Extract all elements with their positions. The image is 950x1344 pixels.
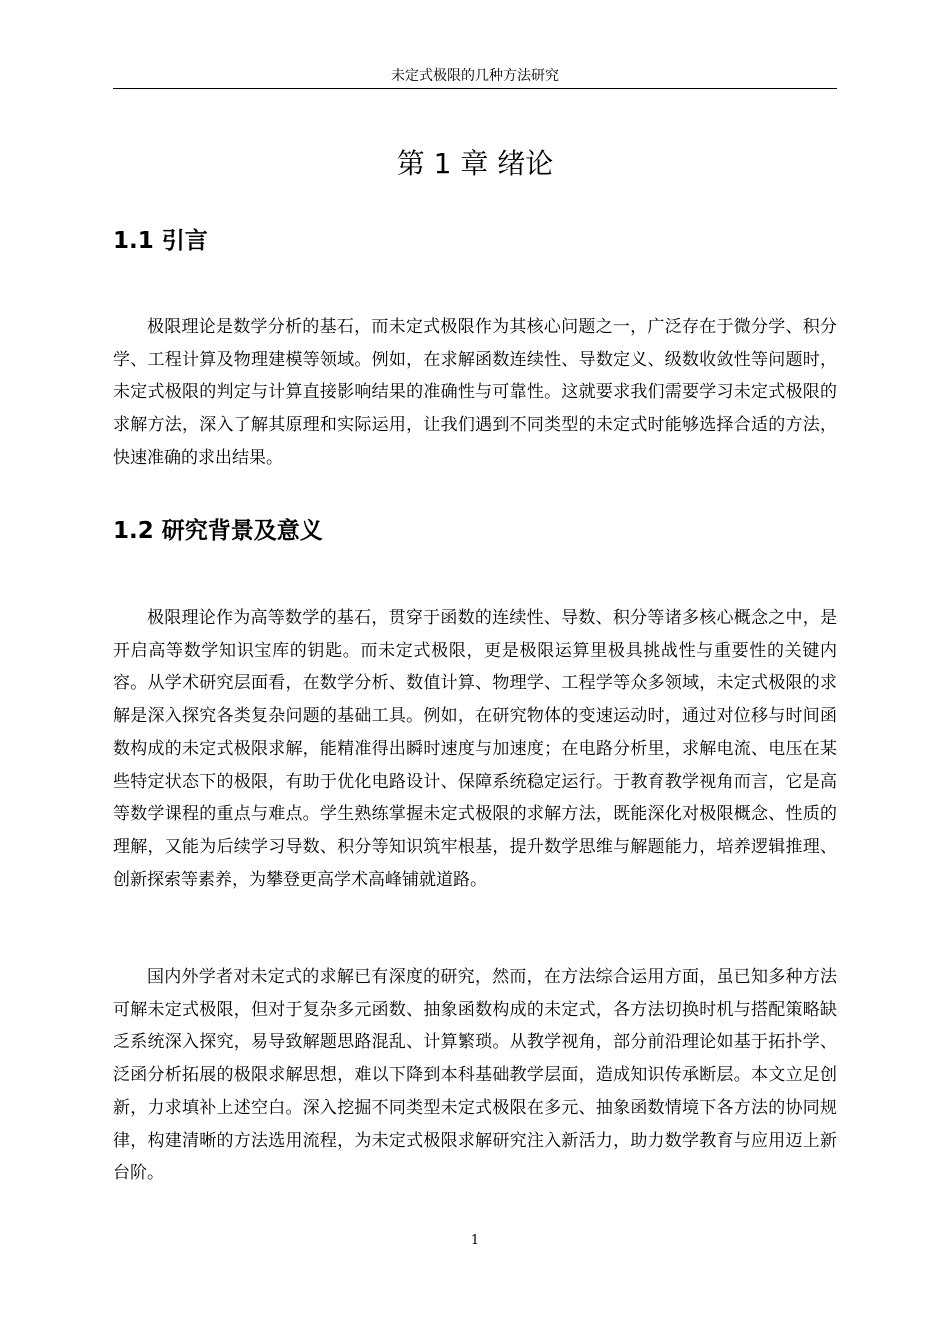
section-heading-background: 1.2 研究背景及意义	[113, 518, 323, 544]
paragraph-background-2: 国内外学者对未定式的求解已有深度的研究，然而，在方法综合运用方面，虽已知多种方法可解未定式极限，但对于复杂多元函数、抽象函数构成的未定式，各方法切换时机与搭配策略缺乏系统深入探究，易导致解题思路混乱、计算繁琐。从教学视角，部分前沿理论如基于拓扑学、泛函分析拓展的极限求解思想，难以下降到本科基础教学层面，造成知识传承断层。本文立足创新，力求填补上述空白。深入挖掘不同类型未定式极限在多元、抽象函数情境下各方法的协同规律，构建清晰的方法选用流程，为未定式极限求解研究注入新活力，助力数学教育与应用迈上新台阶。	[113, 967, 837, 1184]
running-header: 未定式极限的几种方法研究	[391, 68, 559, 84]
chapter-title: 第 1 章 绪论	[396, 147, 554, 180]
header-rule	[113, 88, 837, 89]
paragraph-introduction: 极限理论是数学分析的基石，而未定式极限作为其核心问题之一，广泛存在于微分学、积分学、工程计算及物理建模等领域。例如，在求解函数连续性、导数定义、级数收敛性等问题时，未定式极限的判定与计算直接影响结果的准确性与可靠性。这就要求我们需要学习未定式极限的求解方法，深入了解其原理和实际运用，让我们遇到不同类型的未定式时能够选择合适的方法，快速准确的求出结果。	[113, 317, 837, 468]
paragraph-background-1: 极限理论作为高等数学的基石，贯穿于函数的连续性、导数、积分等诸多核心概念之中，是开启高等数学知识宝库的钥匙。而未定式极限，更是极限运算里极具挑战性与重要性的关键内容。从学术研究层面看，在数学分析、数值计算、物理学、工程学等众多领域，未定式极限的求解是深入探究各类复杂问题的基础工具。例如，在研究物体的变速运动时，通过对位移与时间函数构成的未定式极限求解，能精准得出瞬时速度与加速度；在电路分析里，求解电流、电压在某些特定状态下的极限，有助于优化电路设计、保障系统稳定运行。于教育教学视角而言，它是高等数学课程的重点与难点。学生熟练掌握未定式极限的求解方法，既能深化对极限概念、性质的理解，又能为后续学习导数、积分等知识筑牢根基，提升数学思维与解题能力，培养逻辑推理、创新探索等素养，为攀登更高学术高峰铺就道路。	[113, 608, 837, 890]
section-heading-introduction: 1.1 引言	[113, 228, 208, 254]
page-number: 1	[470, 1233, 480, 1248]
